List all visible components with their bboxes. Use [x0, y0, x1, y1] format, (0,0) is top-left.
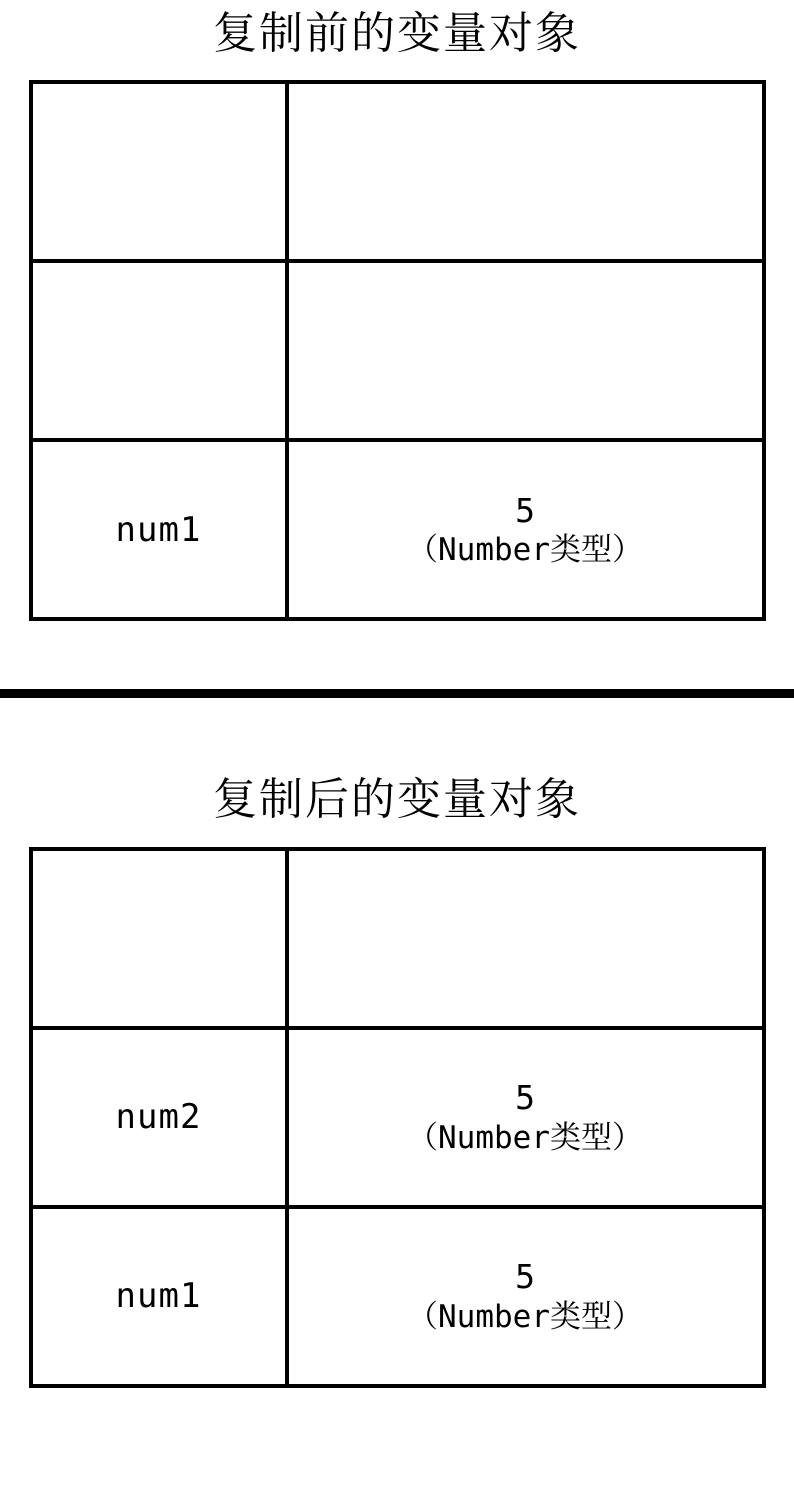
cell-variable-value — [287, 261, 764, 440]
variable-table-after — [29, 847, 766, 1388]
value-number: 5 — [515, 1257, 535, 1297]
variable-table-before — [29, 80, 766, 621]
value-type: （Number类型） — [407, 532, 643, 569]
value-number: 5 — [515, 1078, 535, 1118]
panel-after-title: 复制后的变量对象 — [213, 775, 581, 825]
cell-variable-value — [287, 849, 764, 1028]
table-row — [31, 1207, 764, 1386]
table-row — [31, 849, 764, 1028]
panel-before-title: 复制前的变量对象 — [213, 9, 581, 58]
cell-variable-name: num1 — [31, 1207, 287, 1386]
value-number: 5 — [515, 490, 535, 530]
cell-variable-name — [31, 261, 287, 440]
cell-variable-value — [287, 440, 764, 619]
cell-variable-value — [287, 1207, 764, 1386]
cell-variable-name: num1 — [31, 440, 287, 619]
panel-before-copy — [0, 10, 794, 621]
cell-variable-value — [287, 82, 764, 261]
value-type: （Number类型） — [407, 1119, 643, 1156]
table-row — [31, 261, 764, 440]
cell-variable-name — [31, 849, 287, 1028]
table-row — [31, 82, 764, 261]
cell-variable-name: num2 — [31, 1028, 287, 1207]
panel-divider — [0, 689, 794, 698]
cell-variable-value — [287, 1028, 764, 1207]
cell-variable-name — [31, 82, 287, 261]
table-row — [31, 1028, 764, 1207]
table-row — [31, 440, 764, 619]
panel-after-copy — [0, 776, 794, 1387]
value-type: （Number类型） — [407, 1298, 643, 1335]
